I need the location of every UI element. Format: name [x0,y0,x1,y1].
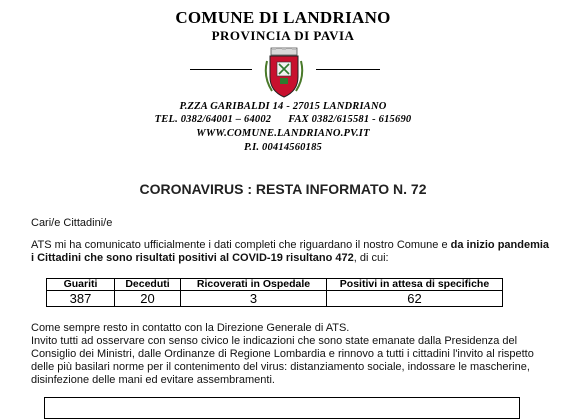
website-line: WWW.COMUNE.LANDRIANO.PV.IT [196,128,370,139]
value-cell-deceduti: 20 [115,291,181,307]
header-rule-right [316,69,380,70]
contact-paragraph: Come sempre resto in contatto con la Direzione Generale di ATS. [31,322,350,334]
intro-plain-text: ATS mi ha comunicato ufficialmente i dati completi che riguardano il nostro Comune e [31,239,451,251]
table-header-row [47,279,503,291]
address-line: P.ZZA GARIBALDI 14 - 27015 LANDRIANO [179,101,387,112]
intro-tail-text: , di cui: [353,252,389,264]
header-cell-positivi: Positivi in attesa di specifiche [327,279,503,291]
table-row [47,291,503,307]
greeting: Cari/e Cittadini/e [31,217,113,229]
invitation-paragraph: Invito tutti ad osservare con senso civico le indicazioni che sono state emanate dalla Presidenza del Consiglio dei Ministri, dalle Ordinanze di Regione Lombardia e rinnovo a tutti i cittadini l'invito al rispetto delle più basilari norme per il contenimento del virus: distanziamento sociale, indossare le mascherine, disinfezione delle mani ed evitare assembramenti. [31,335,534,386]
intro-paragraph [31,239,551,265]
value-cell-ricoverati: 3 [181,291,327,307]
bottom-box [44,397,520,419]
phone-fax-line: TEL. 0382/64001 – 64002 FAX 0382/615581 - 615690 [154,114,412,125]
intro-bold-text: da inizio pandemia i Cittadini che sono risultati positivi al COVID-19 risultano 472 [31,239,550,264]
page-title: CORONAVIRUS : RESTA INFORMATO N. 72 [139,181,427,197]
header-cell-deceduti: Deceduti [115,279,181,291]
value-cell-positivi: 62 [327,291,503,307]
header-cell-ricoverati: Ricoverati in Ospedale [181,279,327,291]
provincia-subtitle: PROVINCIA DI PAVIA [211,28,355,43]
coat-of-arms-icon [262,47,306,99]
vat-line: P.I. 00414560185 [244,142,322,153]
covid-stats-table [46,278,503,307]
header-cell-guariti: Guariti [47,279,115,291]
value-cell-guariti: 387 [47,291,115,307]
comune-title: COMUNE DI LANDRIANO [175,8,391,27]
header-rule-left [190,69,252,70]
